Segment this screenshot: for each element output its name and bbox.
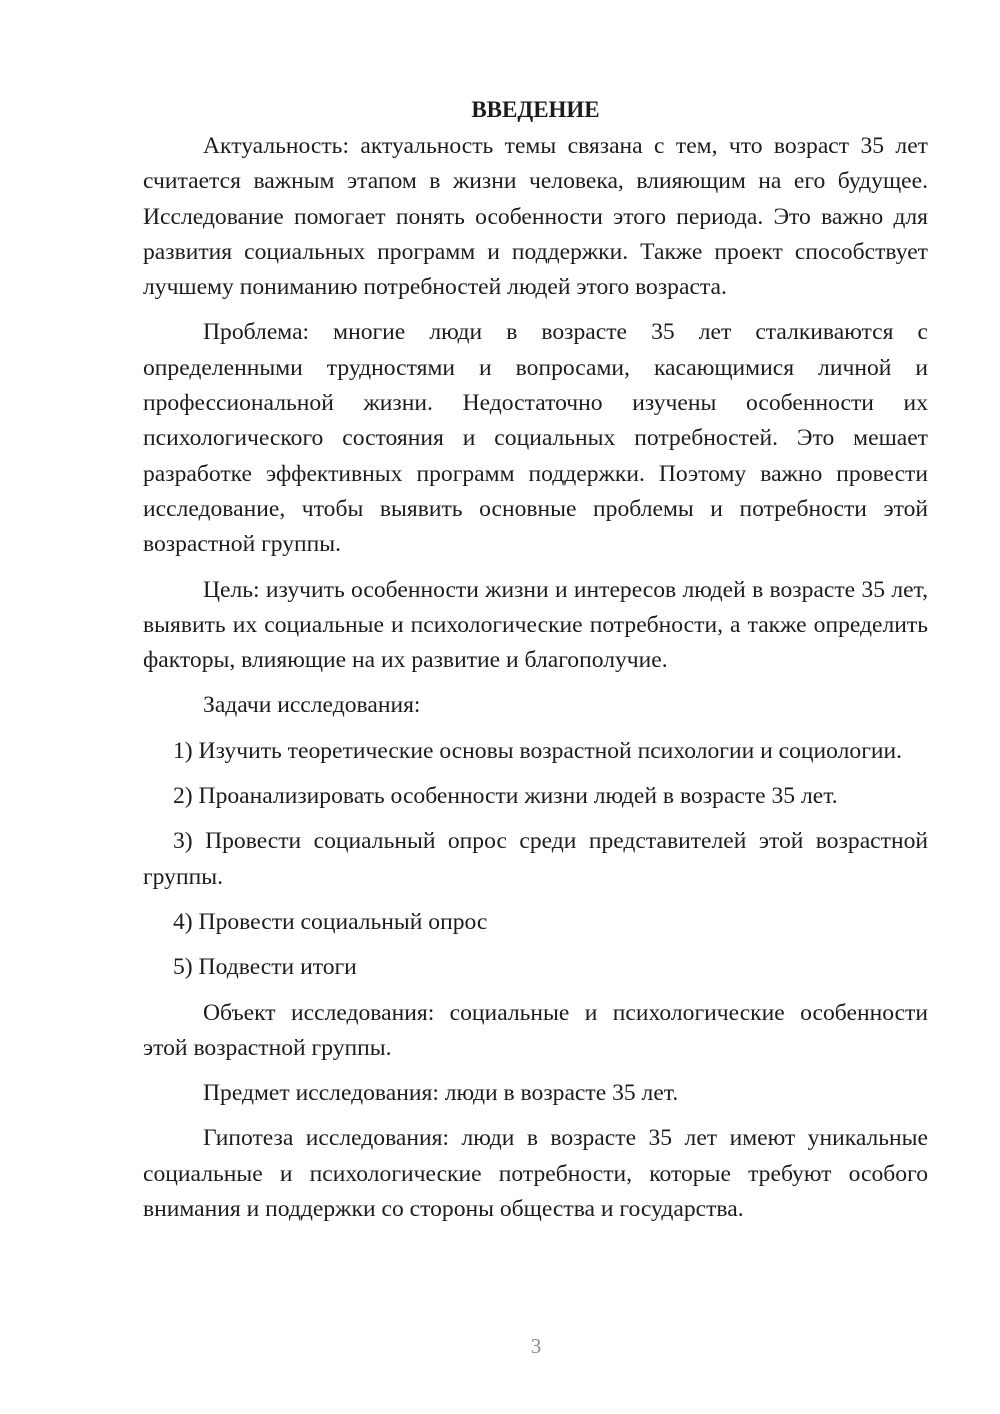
task-item-4: 4) Провести социальный опрос: [173, 908, 488, 935]
task-item-2: 2) Проанализировать особенности жизни людей в возрасте 35 лет.: [173, 783, 838, 810]
task-item-1: 1) Изучить теоретические основы возрастной психологии и социологии.: [173, 737, 903, 764]
page-number: 3: [530, 1334, 542, 1358]
paragraph-goal: Цель: изучить особенности жизни и интересов людей в возрасте 35 лет, выявить их социальные и психологические потребности, а также определить факторы, влияющие на их развитие и благополучие.: [143, 576, 928, 674]
tasks-heading: Задачи исследования:: [203, 692, 421, 719]
paragraph-problem: Проблема: многие люди в возрасте 35 лет сталкиваются с определенными трудностями и вопросами, касающимися личной и профессиональной жизни. Недостаточно изучены особенности их психологического состояния и социальных потребностей. Это мешает разработке эффективных программ поддержки. Поэтому важно провести исследование, чтобы выявить основные проблемы и потребности этой возрастной группы.: [143, 319, 928, 558]
section-title: ВВЕДЕНИЕ: [471, 97, 600, 122]
tasks-list: [143, 734, 928, 986]
paragraph-subject: Предмет исследования: люди в возрасте 35 лет.: [203, 1080, 679, 1107]
task-item-5: 5) Подвести итоги: [173, 954, 357, 981]
paragraph-object: Объект исследования: социальные и психологические особенности этой возрастной группы.: [143, 999, 928, 1061]
document-page: [143, 92, 928, 1237]
task-item-3: 3) Провести социальный опрос среди представителей этой возрастной группы.: [143, 828, 928, 890]
paragraph-hypothesis: Гипотеза исследования: люди в возрасте 35 лет имеют уникальные социальные и психологические потребности, которые требуют особого внимания и поддержки со стороны общества и государства.: [143, 1125, 928, 1223]
paragraph-relevance: Актуальность: актуальность темы связана с тем, что возраст 35 лет считается важным этапом в жизни человека, влияющим на его будущее. Исследование помогает понять особенности этого периода. Это важно для развития социальных программ и поддержки. Также проект способствует лучшему пониманию потребностей людей этого возраста.: [143, 133, 928, 301]
